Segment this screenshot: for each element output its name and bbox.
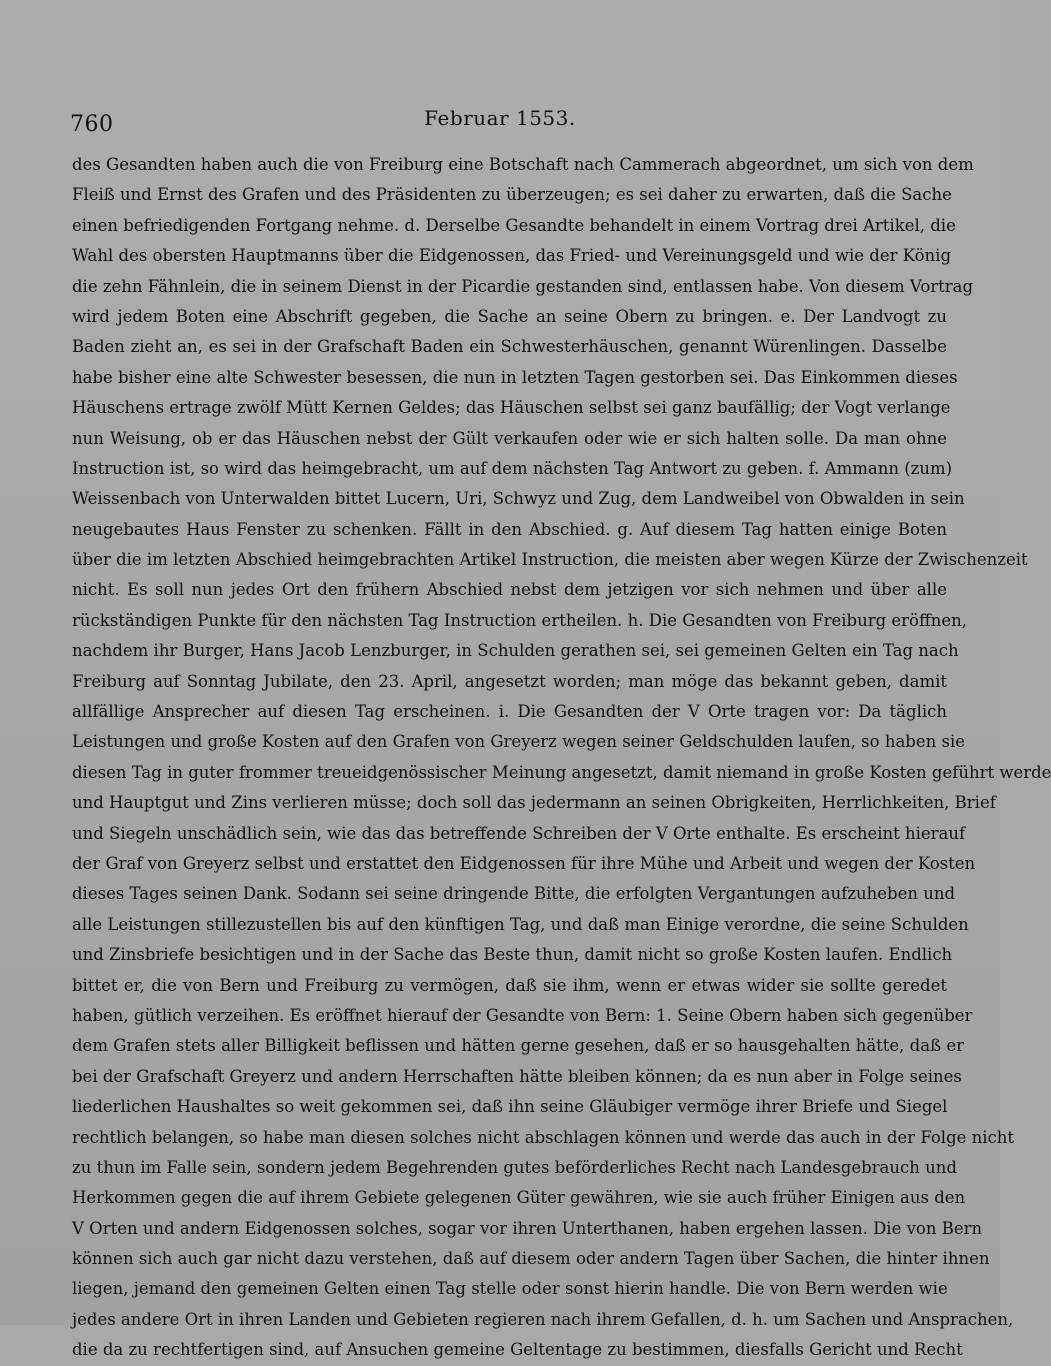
text-line: neugebautes Haus Fenster zu schenken. Fällt in den Abschied. g. Auf diesem Tag hatten einige Boten [72,519,947,539]
text-line: allfällige Ansprecher auf diesen Tag erscheinen. i. Die Gesandten der V Orte tragen vor: Da täglich [72,702,947,722]
text-line: und Hauptgut und Zins verlieren müsse; doch soll das jedermann an seinen Obrigkeiten, Herrlichkeiten, Brief [72,793,996,813]
text-line: jedes andere Ort in ihren Landen und Gebieten regieren nach ihrem Gefallen, d. h. um Sachen und Ansprachen, [72,1309,1014,1329]
text-line: und Zinsbriefe besichtigen und in der Sache das Beste thun, damit nicht so große Kosten laufen. Endlich [72,945,953,965]
text-line: Leistungen und große Kosten auf den Grafen von Greyerz wegen seiner Geldschulden laufen, so haben sie [72,732,965,752]
text-line: zu thun im Falle sein, sondern jedem Begehrenden gutes beförderliches Recht nach Landesgebrauch und [72,1157,957,1177]
text-line: rückständigen Punkte für den nächsten Tag Instruction ertheilen. h. Die Gesandten von Freiburg eröffnen, [72,610,967,630]
text-line: einen befriedigenden Fortgang nehme. d. Derselbe Gesandte behandelt in einem Vortrag drei Artikel, die [72,215,956,235]
text-line: und Siegeln unschädlich sein, wie das das betreffende Schreiben der V Orte enthalte. Es erscheint hierauf [72,823,966,843]
text-line: liegen, jemand den gemeinen Gelten einen Tag stelle oder sonst hierin handle. Die von Bern werden wie [72,1279,948,1299]
text-line: haben, gütlich verzeihen. Es eröffnet hierauf der Gesandte von Bern: 1. Seine Obern haben sich gegenüber [72,1005,973,1025]
text-line: nun Weisung, ob er das Häuschen nebst der Gült verkaufen oder wie er sich halten solle. Da man ohne [72,428,947,448]
text-line: alle Leistungen stillezustellen bis auf den künftigen Tag, und daß man Einige verordne, die seine Schulden [72,914,969,934]
text-line: Fleiß und Ernst des Grafen und des Präsidenten zu überzeugen; es sei daher zu erwarten, daß die Sache [72,185,952,205]
text-line: können sich auch gar nicht dazu verstehen, daß auf diesem oder andern Tagen über Sachen, die hinter ihnen [72,1249,990,1269]
text-line: über die im letzten Abschied heimgebrachten Artikel Instruction, die meisten aber wegen Kürze der Zwischenzeit [72,550,1028,570]
text-line: liederlichen Haushaltes so weit gekommen sei, daß ihn seine Gläubiger vermöge ihrer Briefe und Siegel [72,1097,948,1117]
text-line: die da zu rechtfertigen sind, auf Ansuchen gemeine Geltentage zu bestimmen, diesfalls Gericht und Recht [72,1340,963,1360]
body-text [72,150,1051,1366]
text-line: diesen Tag in guter frommer treueidgenössischer Meinung angesetzt, damit niemand in große Kosten geführt werde [72,762,1051,782]
text-line: Instruction ist, so wird das heimgebracht, um auf dem nächsten Tag Antwort zu geben. f. Ammann (zum) [72,458,953,478]
text-line: habe bisher eine alte Schwester besessen, die nun in letzten Tagen gestorben sei. Das Einkommen dieses [72,367,958,387]
running-head: Februar 1553. [424,106,576,130]
text-line: nicht. Es soll nun jedes Ort den frühern Abschied nebst dem jetzigen vor sich nehmen und über alle [72,580,947,600]
text-line: des Gesandten haben auch die von Freiburg eine Botschaft nach Cammerach abgeordnet, um sich von dem [72,155,974,174]
text-line: dieses Tages seinen Dank. Sodann sei seine dringende Bitte, die erfolgten Vergantungen aufzuheben und [72,884,956,904]
text-line: wird jedem Boten eine Abschrift gegeben, die Sache an seine Obern zu bringen. e. Der Landvogt zu [72,306,947,326]
text-line: Freiburg auf Sonntag Jubilate, den 23. April, angesetzt worden; man möge das bekannt geben, damit [72,671,947,691]
text-line: Weissenbach von Unterwalden bittet Lucern, Uri, Schwyz und Zug, dem Landweibel von Obwalden in sein [72,489,965,509]
text-line: Herkommen gegen die auf ihrem Gebiete gelegenen Güter gewähren, wie sie auch früher Einigen aus den [72,1188,966,1208]
text-line: V Orten und andern Eidgenossen solches, sogar vor ihren Unterthanen, haben ergehen lassen. Die von Bern [72,1218,983,1238]
text-line: rechtlich belangen, so habe man diesen solches nicht abschlagen können und werde das auch in der Folge nicht [72,1127,1015,1147]
text-line: die zehn Fähnlein, die in seinem Dienst in der Picardie gestanden sind, entlassen habe. Von diesem Vortrag [72,276,974,296]
text-line: bittet er, die von Bern und Freiburg zu vermögen, daß sie ihm, wenn er etwas wider sie sollte geredet [72,975,947,995]
text-line: Baden zieht an, es sei in der Grafschaft Baden ein Schwesterhäuschen, genannt Würenlingen. Dasselbe [72,337,947,357]
text-line: bei der Grafschaft Greyerz und andern Herrschaften hätte bleiben können; da es nun aber in Folge seines [72,1066,962,1086]
page-number: 760 [70,112,114,137]
text-line: dem Grafen stets aller Billigkeit beflissen und hätten gerne gesehen, daß er so hausgehalten hätte, daß er [72,1036,964,1056]
text-line: der Graf von Greyerz selbst und erstattet den Eidgenossen für ihre Mühe und Arbeit und wegen der Kosten [72,853,976,873]
text-line: nachdem ihr Burger, Hans Jacob Lenzburger, in Schulden gerathen sei, sei gemeinen Gelten ein Tag nach [72,641,959,661]
text-line: Häuschens ertrage zwölf Mütt Kernen Geldes; das Häuschen selbst sei ganz baufällig; der Vogt verlange [72,398,951,418]
text-line: Wahl des obersten Hauptmanns über die Eidgenossen, das Fried- und Vereinungsgeld und wie der König [72,246,952,266]
